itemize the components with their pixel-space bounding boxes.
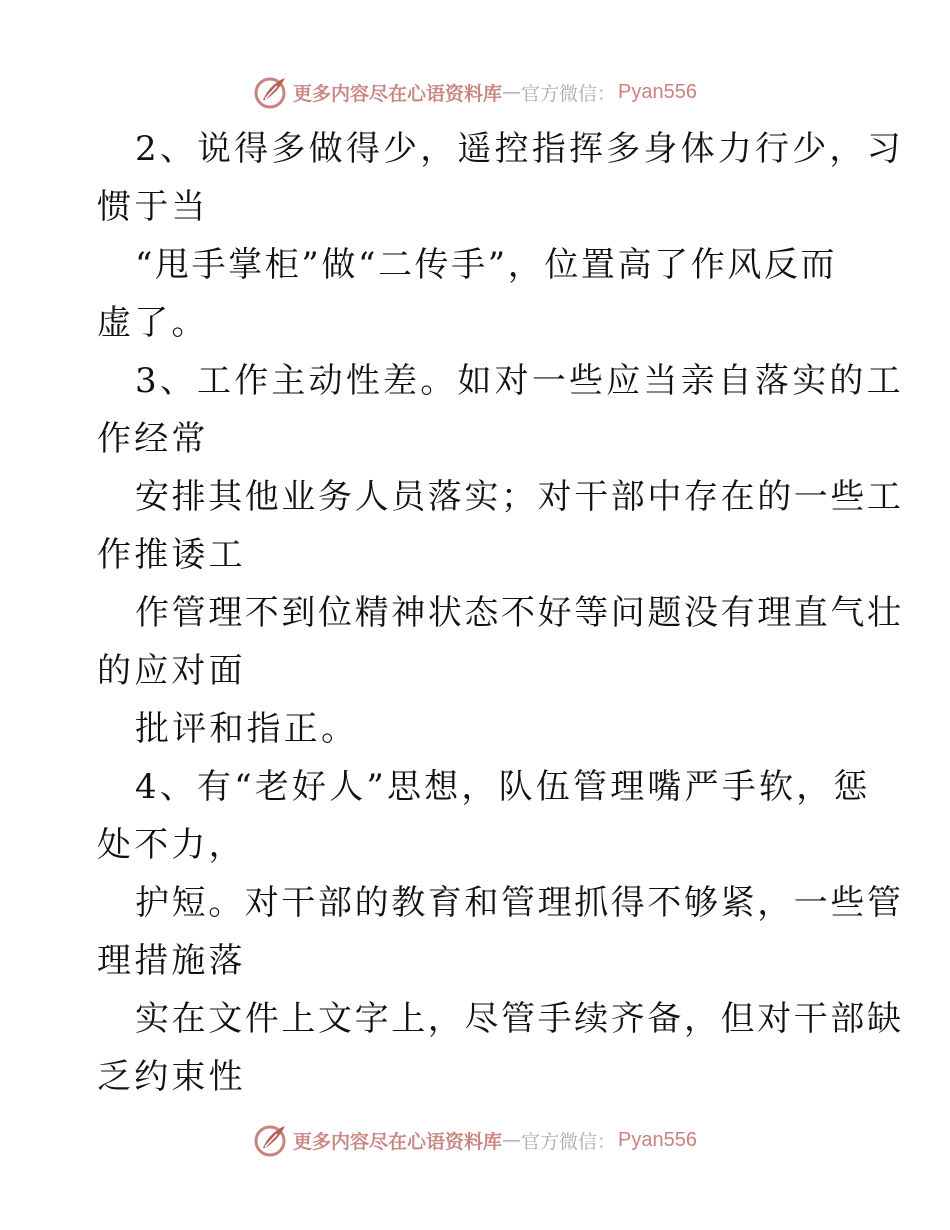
watermark-separator: — — [502, 81, 522, 103]
feather-pen-logo-icon — [253, 1122, 289, 1158]
watermark-wechat-id: Pyan556 — [618, 80, 697, 103]
paragraph-line: 惯于当 — [97, 187, 209, 227]
watermark-separator: — — [502, 1129, 522, 1151]
watermark-wechat-id: Pyan556 — [618, 1128, 697, 1151]
paragraph-line: 安排其他业务人员落实；对干部中存在的一些工 — [135, 477, 904, 517]
paragraph-line: 作经常 — [97, 419, 209, 459]
watermark-wechat-label: 官方微信： — [521, 1130, 617, 1153]
paragraph-line: 处不力， — [97, 825, 246, 865]
header-watermark — [0, 72, 950, 112]
watermark-brand-text: 更多内容尽在心语资料库 — [293, 82, 503, 105]
paragraph-line: 的应对面 — [97, 651, 246, 691]
footer-watermark — [0, 1120, 950, 1160]
paragraph-line: 2、说得多做得少，遥控指挥多身体力行少，习 — [135, 129, 904, 169]
paragraph-line: 作推诿工 — [97, 535, 246, 575]
watermark-brand-text: 更多内容尽在心语资料库 — [293, 1130, 503, 1153]
paragraph-line: 3、工作主动性差。如对一些应当亲自落实的工 — [135, 361, 904, 401]
paragraph-line: 虚了。 — [97, 303, 209, 343]
paragraph-line: 实在文件上文字上，尽管手续齐备，但对干部缺 — [135, 999, 904, 1039]
paragraph-line: 作管理不到位精神状态不好等问题没有理直气壮 — [135, 593, 904, 633]
feather-pen-logo-icon — [253, 74, 289, 110]
watermark-wechat-label: 官方微信： — [521, 82, 617, 105]
paragraph-line: 护短。对干部的教育和管理抓得不够紧，一些管 — [135, 883, 904, 923]
paragraph-line: 4、有“老好人”思想，队伍管理嘴严手软，惩 — [135, 767, 871, 807]
paragraph-line: “甩手掌柜”做“二传手”，位置高了作风反而 — [135, 245, 838, 285]
document-body — [97, 120, 904, 1106]
paragraph-line: 批评和指正。 — [135, 709, 359, 749]
paragraph-line: 乏约束性 — [97, 1057, 246, 1097]
paragraph-line: 理措施落 — [97, 941, 246, 981]
